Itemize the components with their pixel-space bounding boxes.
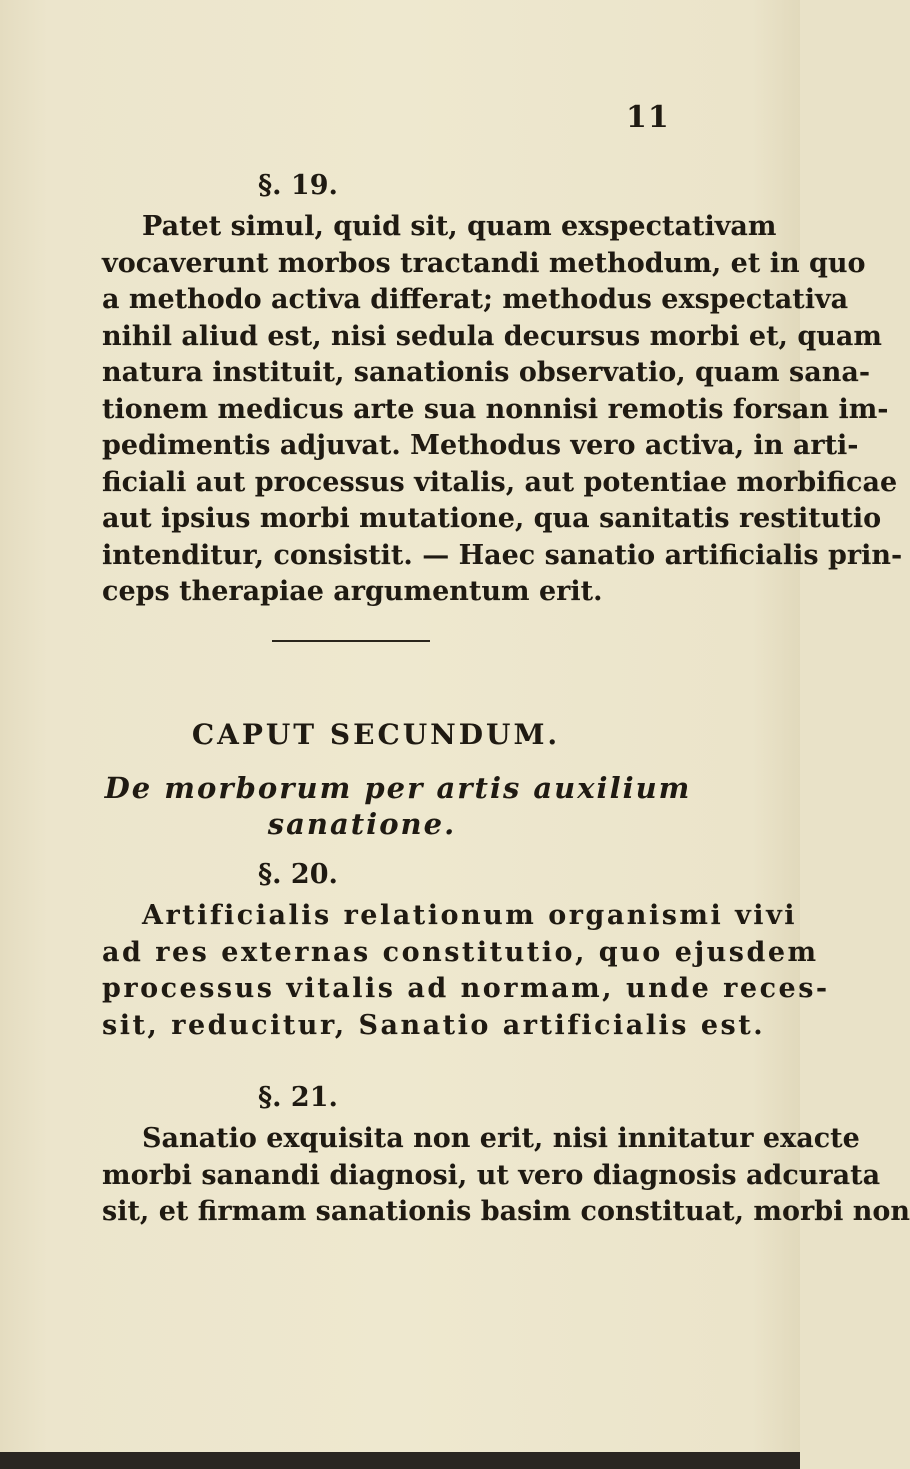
paragraph-line: ad res externas constitutio, quo ejusdem — [102, 936, 819, 968]
section-19-paragraph — [102, 209, 903, 611]
paragraph-line: sit, reducitur, Sanatio artificialis est. — [102, 1009, 766, 1041]
page-number: 11 — [626, 100, 670, 135]
scan-bottom-edge — [0, 1452, 800, 1469]
paragraph-line: Sanatio exquisita non erit, nisi innitatur exacte — [142, 1123, 860, 1154]
chapter-title: CAPUT SECUNDUM. — [191, 718, 561, 751]
paragraph-line: nihil aliud est, nisi sedula decursus morbi et, quam — [102, 320, 882, 352]
paragraph-line: aut ipsius morbi mutatione, qua sanitatis restitutio — [102, 503, 882, 534]
chapter-subtitle-line-1: De morborum per artis auxilium — [104, 771, 692, 805]
section-19-heading: §. 19. — [258, 170, 338, 201]
paragraph-line: ficiali aut processus vitalis, aut potentiae morbificae — [102, 466, 898, 498]
paragraph-line: natura instituit, sanationis observatio, quam sana- — [102, 357, 871, 388]
paragraph-line: Artificialis relationum organismi vivi — [142, 900, 798, 931]
paragraph-line: pedimentis adjuvat. Methodus vero activa, in arti- — [102, 430, 859, 461]
paragraph-line: tionem medicus arte sua nonnisi remotis forsan im- — [102, 393, 889, 425]
section-20-heading: §. 20. — [258, 859, 338, 890]
paragraph-line: Patet simul, quid sit, quam exspectativam — [142, 211, 777, 242]
paragraph-line: intenditur, consistit. — Haec sanatio artificialis prin- — [102, 539, 903, 571]
section-20-paragraph — [102, 898, 830, 1044]
paragraph-line: morbi sanandi diagnosi, ut vero diagnosis adcurata — [102, 1159, 881, 1191]
chapter-subtitle-line-2: sanatione. — [267, 807, 457, 841]
paragraph-line: ceps therapiae argumentum erit. — [102, 576, 603, 607]
paragraph-line: vocaverunt morbos tractandi methodum, et in quo — [102, 247, 866, 279]
paragraph-line: processus vitalis ad normam, unde reces- — [102, 973, 830, 1004]
paragraph-line: sit, et firmam sanationis basim constituat, morbi non — [102, 1196, 910, 1227]
section-21-paragraph — [102, 1121, 910, 1231]
section-21-heading: §. 21. — [258, 1082, 338, 1113]
paragraph-line: a methodo activa differat; methodus exspectativa — [102, 284, 849, 315]
section-divider — [272, 640, 430, 642]
